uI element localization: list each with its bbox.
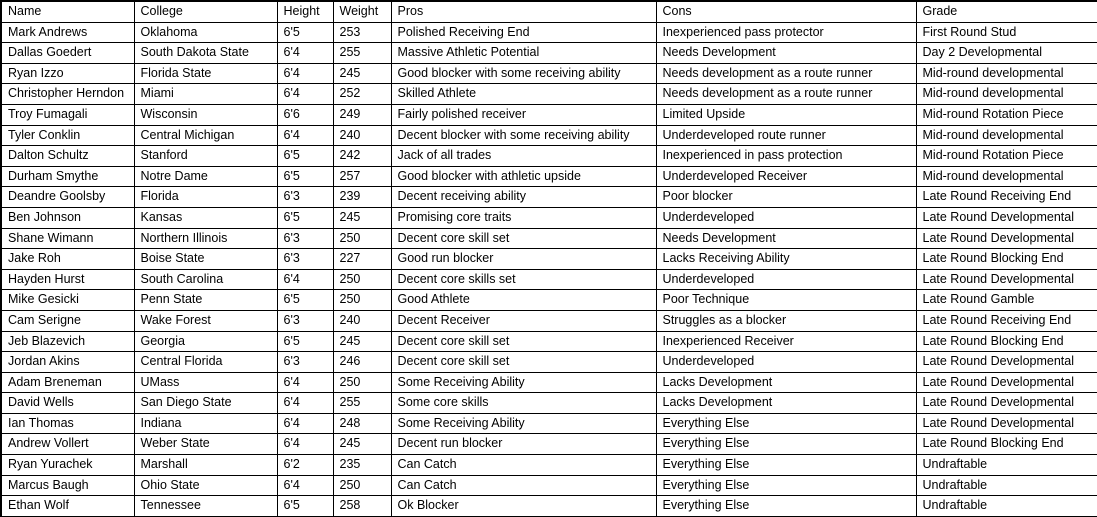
table-cell-college: Northern Illinois [134,228,277,249]
table-cell-name: Jake Roh [1,249,134,270]
table-row [1,22,1097,43]
table-row [1,434,1097,455]
table-cell-name: Dallas Goedert [1,43,134,64]
table-cell-college: Florida [134,187,277,208]
table-row [1,290,1097,311]
table-cell-height: 6'4 [277,475,333,496]
table-cell-college: Georgia [134,331,277,352]
table-row [1,249,1097,270]
table-cell-college: Central Michigan [134,125,277,146]
table-cell-name: Deandre Goolsby [1,187,134,208]
table-cell-height: 6'4 [277,43,333,64]
table-cell-cons: Everything Else [656,434,916,455]
table-cell-cons: Everything Else [656,455,916,476]
table-cell-cons: Everything Else [656,475,916,496]
table-cell-pros: Massive Athletic Potential [391,43,656,64]
table-cell-cons: Underdeveloped route runner [656,125,916,146]
table-row [1,310,1097,331]
table-cell-pros: Good blocker with some receiving ability [391,63,656,84]
table-row [1,187,1097,208]
header-cell-grade: Grade [916,1,1097,22]
table-row [1,455,1097,476]
table-row [1,352,1097,373]
table-cell-grade: Late Round Developmental [916,352,1097,373]
table-cell-pros: Decent core skill set [391,228,656,249]
table-cell-height: 6'4 [277,393,333,414]
table-cell-name: Ryan Izzo [1,63,134,84]
table-body [1,22,1097,517]
table-cell-cons: Underdeveloped Receiver [656,166,916,187]
table-cell-weight: 245 [333,207,391,228]
table-cell-college: South Carolina [134,269,277,290]
table-cell-college: Oklahoma [134,22,277,43]
table-cell-height: 6'4 [277,84,333,105]
table-cell-cons: Everything Else [656,496,916,517]
table-cell-grade: Mid-round developmental [916,125,1097,146]
table-row [1,393,1097,414]
table-cell-weight: 240 [333,125,391,146]
table-cell-height: 6'4 [277,269,333,290]
table-cell-weight: 250 [333,228,391,249]
table-cell-grade: Late Round Developmental [916,228,1097,249]
table-cell-college: Wisconsin [134,104,277,125]
table-cell-name: Troy Fumagali [1,104,134,125]
table-cell-cons: Inexperienced pass protector [656,22,916,43]
table-cell-college: Weber State [134,434,277,455]
table-cell-grade: Mid-round developmental [916,166,1097,187]
header-row [1,1,1097,22]
table-row [1,207,1097,228]
table-cell-college: Miami [134,84,277,105]
table-cell-height: 6'5 [277,331,333,352]
table-cell-cons: Inexperienced in pass protection [656,146,916,167]
table-cell-cons: Everything Else [656,413,916,434]
table-cell-pros: Good Athlete [391,290,656,311]
table-cell-pros: Decent Receiver [391,310,656,331]
table-cell-weight: 252 [333,84,391,105]
table-row [1,125,1097,146]
header-cell-cons: Cons [656,1,916,22]
table-cell-name: Adam Breneman [1,372,134,393]
table-cell-cons: Lacks Receiving Ability [656,249,916,270]
table-cell-grade: Late Round Gamble [916,290,1097,311]
header-cell-weight: Weight [333,1,391,22]
table-cell-grade: Day 2 Developmental [916,43,1097,64]
table-cell-name: Ben Johnson [1,207,134,228]
table-cell-name: Mike Gesicki [1,290,134,311]
table-cell-weight: 249 [333,104,391,125]
table-cell-grade: Late Round Developmental [916,207,1097,228]
table-cell-grade: Undraftable [916,455,1097,476]
table-cell-weight: 248 [333,413,391,434]
table-cell-name: Durham Smythe [1,166,134,187]
table-cell-pros: Can Catch [391,475,656,496]
table-cell-pros: Can Catch [391,455,656,476]
table-cell-name: Marcus Baugh [1,475,134,496]
table-cell-college: Penn State [134,290,277,311]
table-cell-college: Central Florida [134,352,277,373]
table-cell-weight: 253 [333,22,391,43]
table-cell-college: Marshall [134,455,277,476]
table-cell-grade: Late Round Developmental [916,269,1097,290]
table-cell-grade: Mid-round developmental [916,84,1097,105]
header-cell-pros: Pros [391,1,656,22]
header-cell-name: Name [1,1,134,22]
table-cell-pros: Decent receiving ability [391,187,656,208]
table-cell-name: Shane Wimann [1,228,134,249]
table-cell-cons: Struggles as a blocker [656,310,916,331]
table-cell-weight: 250 [333,372,391,393]
table-cell-college: Florida State [134,63,277,84]
table-cell-cons: Needs development as a route runner [656,63,916,84]
table-cell-height: 6'4 [277,434,333,455]
table-cell-college: Indiana [134,413,277,434]
table-cell-height: 6'5 [277,22,333,43]
table-cell-height: 6'5 [277,207,333,228]
table-cell-pros: Polished Receiving End [391,22,656,43]
table-cell-name: Andrew Vollert [1,434,134,455]
table-cell-weight: 240 [333,310,391,331]
table-cell-pros: Skilled Athlete [391,84,656,105]
table-cell-cons: Needs Development [656,228,916,249]
table-cell-college: Wake Forest [134,310,277,331]
table-cell-height: 6'3 [277,228,333,249]
table-cell-height: 6'6 [277,104,333,125]
table-cell-college: South Dakota State [134,43,277,64]
table-cell-college: Ohio State [134,475,277,496]
table-cell-weight: 255 [333,43,391,64]
table-cell-height: 6'3 [277,352,333,373]
table-cell-college: Boise State [134,249,277,270]
table-cell-weight: 239 [333,187,391,208]
table-cell-pros: Good blocker with athletic upside [391,166,656,187]
table-cell-weight: 250 [333,269,391,290]
table-cell-weight: 245 [333,434,391,455]
table-cell-college: Tennessee [134,496,277,517]
table-cell-height: 6'4 [277,125,333,146]
table-cell-pros: Some Receiving Ability [391,413,656,434]
table-cell-grade: First Round Stud [916,22,1097,43]
table-cell-height: 6'3 [277,187,333,208]
table-cell-weight: 235 [333,455,391,476]
table-cell-height: 6'4 [277,413,333,434]
table-row [1,269,1097,290]
table-row [1,331,1097,352]
table-cell-weight: 227 [333,249,391,270]
table-cell-grade: Late Round Receiving End [916,187,1097,208]
table-cell-pros: Some core skills [391,393,656,414]
table-cell-college: Stanford [134,146,277,167]
table-cell-cons: Inexperienced Receiver [656,331,916,352]
table-row [1,413,1097,434]
table-cell-name: Cam Serigne [1,310,134,331]
table-cell-grade: Mid-round Rotation Piece [916,146,1097,167]
table-row [1,84,1097,105]
table-cell-name: Ryan Yurachek [1,455,134,476]
table-cell-college: Kansas [134,207,277,228]
table-cell-grade: Late Round Developmental [916,413,1097,434]
table-row [1,496,1097,517]
table-cell-height: 6'5 [277,496,333,517]
table-cell-weight: 258 [333,496,391,517]
table-cell-grade: Late Round Receiving End [916,310,1097,331]
table-cell-name: Mark Andrews [1,22,134,43]
table-cell-pros: Decent core skill set [391,331,656,352]
table-cell-weight: 250 [333,475,391,496]
table-cell-cons: Limited Upside [656,104,916,125]
table-row [1,372,1097,393]
table-cell-cons: Needs Development [656,43,916,64]
table-cell-pros: Good run blocker [391,249,656,270]
table-row [1,166,1097,187]
table-cell-grade: Late Round Developmental [916,393,1097,414]
table-row [1,43,1097,64]
table-cell-cons: Needs development as a route runner [656,84,916,105]
table-cell-grade: Late Round Blocking End [916,249,1097,270]
table-cell-name: Dalton Schultz [1,146,134,167]
table-row [1,146,1097,167]
table-cell-grade: Mid-round developmental [916,63,1097,84]
table-cell-weight: 242 [333,146,391,167]
table-row [1,475,1097,496]
table-cell-name: Christopher Herndon [1,84,134,105]
table-cell-height: 6'5 [277,146,333,167]
table-cell-name: Jeb Blazevich [1,331,134,352]
table-cell-pros: Decent core skill set [391,352,656,373]
table-cell-cons: Underdeveloped [656,269,916,290]
header-cell-college: College [134,1,277,22]
table-cell-pros: Decent core skills set [391,269,656,290]
table-cell-college: UMass [134,372,277,393]
table-cell-name: Ian Thomas [1,413,134,434]
table-header [1,1,1097,22]
table-cell-grade: Late Round Blocking End [916,331,1097,352]
table-cell-pros: Fairly polished receiver [391,104,656,125]
table-cell-height: 6'3 [277,310,333,331]
table-cell-name: Hayden Hurst [1,269,134,290]
table-cell-name: Tyler Conklin [1,125,134,146]
table-cell-height: 6'5 [277,290,333,311]
table-cell-grade: Undraftable [916,496,1097,517]
table-cell-weight: 245 [333,331,391,352]
table-cell-height: 6'3 [277,249,333,270]
table-cell-grade: Late Round Developmental [916,372,1097,393]
table-cell-college: Notre Dame [134,166,277,187]
table-cell-weight: 255 [333,393,391,414]
table-cell-height: 6'4 [277,372,333,393]
table-cell-cons: Poor Technique [656,290,916,311]
table-cell-cons: Poor blocker [656,187,916,208]
table-cell-pros: Promising core traits [391,207,656,228]
table-cell-grade: Undraftable [916,475,1097,496]
table-cell-cons: Lacks Development [656,372,916,393]
table-cell-pros: Jack of all trades [391,146,656,167]
table-cell-cons: Underdeveloped [656,207,916,228]
table-cell-pros: Decent run blocker [391,434,656,455]
table-cell-weight: 245 [333,63,391,84]
table-cell-pros: Ok Blocker [391,496,656,517]
table-cell-college: San Diego State [134,393,277,414]
table-row [1,228,1097,249]
table-cell-cons: Lacks Development [656,393,916,414]
table-cell-pros: Some Receiving Ability [391,372,656,393]
table-cell-name: Jordan Akins [1,352,134,373]
table-cell-pros: Decent blocker with some receiving ability [391,125,656,146]
table-cell-cons: Underdeveloped [656,352,916,373]
table-row [1,63,1097,84]
table-cell-height: 6'5 [277,166,333,187]
table-row [1,104,1097,125]
table-cell-grade: Mid-round Rotation Piece [916,104,1097,125]
table-cell-height: 6'4 [277,63,333,84]
header-cell-height: Height [277,1,333,22]
table-cell-height: 6'2 [277,455,333,476]
table-cell-name: Ethan Wolf [1,496,134,517]
table-cell-weight: 250 [333,290,391,311]
table-cell-name: David Wells [1,393,134,414]
table-cell-weight: 257 [333,166,391,187]
table-cell-grade: Late Round Blocking End [916,434,1097,455]
table-cell-weight: 246 [333,352,391,373]
